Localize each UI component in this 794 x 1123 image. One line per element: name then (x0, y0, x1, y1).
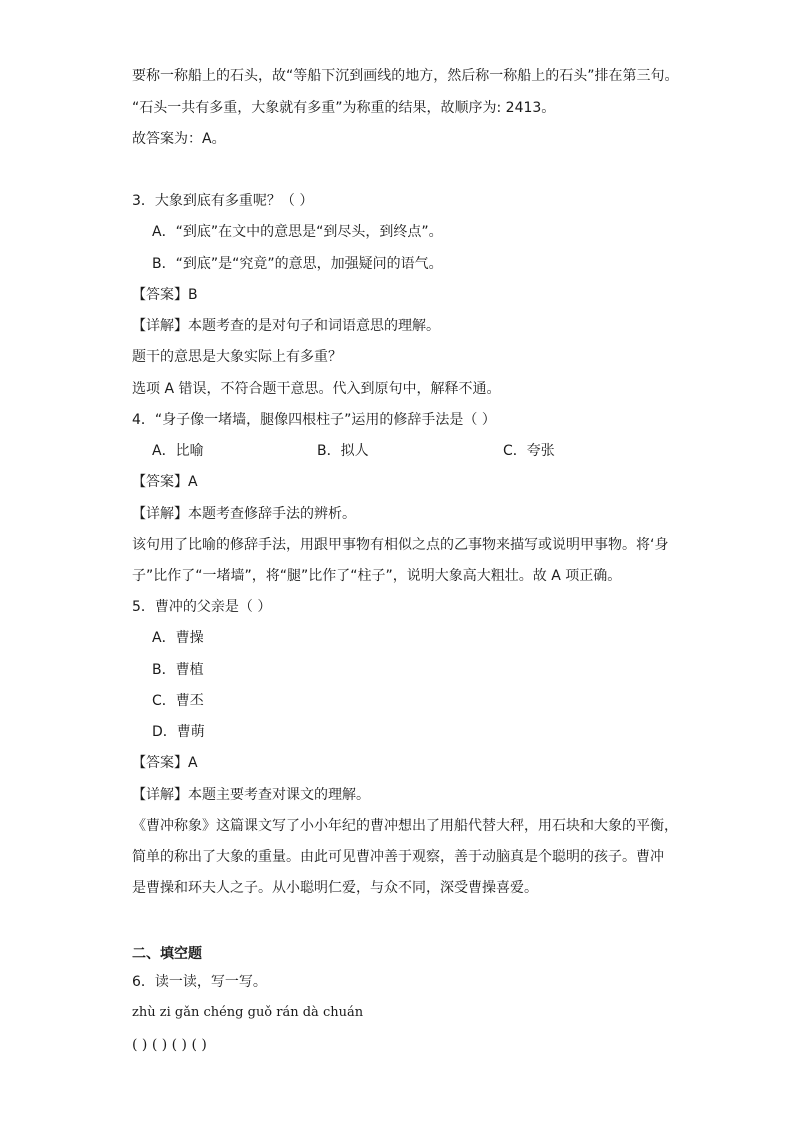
explanation: 简单的称出了大象的重量。由此可见曹冲善于观察，善于动脑真是个聪明的孩子。曹冲 (132, 849, 664, 865)
answer: 【答案】B (132, 287, 198, 303)
option-a: A．比喻 (152, 443, 204, 459)
option-b: B．拟人 (317, 443, 369, 459)
option-d: D．曹萌 (152, 724, 205, 740)
question-3: 3．大象到底有多重呢？（ ） (132, 193, 314, 209)
option-a: A．“到底”在文中的意思是“到尽头，到终点”。 (152, 224, 443, 240)
answer: 【答案】A (132, 755, 198, 771)
option-b: B．“到底”是“究竟”的意思，加强疑问的语气。 (152, 256, 443, 272)
explanation: 【详解】本题考查的是对句子和词语意思的理解。 (132, 318, 440, 334)
explanation: 是曹操和环夫人之子。从小聪明仁爱，与众不同，深受曹操喜爱。 (132, 880, 538, 896)
explanation: 选项 A 错误，不符合题干意思。代入到原句中，解释不通。 (132, 381, 501, 397)
explanation: 子”比作了“一堵墙”，将“腿”比作了“柱子”，说明大象高大粗壮。故 A 项正确。 (132, 568, 622, 584)
option-c: C．曹丕 (152, 693, 204, 709)
text-line: 要称一称船上的石头，故“等船下沉到画线的地方，然后称一称船上的石头”排在第三句。 (132, 68, 679, 84)
text-line: “石头一共有多重，大象就有多重”为称重的结果，故顺序为: 2413。 (132, 100, 556, 116)
option-b: B．曹植 (152, 662, 204, 678)
answer-blanks: ( ) ( ) ( ) ( ) (132, 1037, 207, 1053)
question-5: 5．曹冲的父亲是（ ） (132, 599, 272, 615)
option-c: C．夸张 (503, 443, 555, 459)
section-heading: 二、填空题 (132, 946, 202, 962)
text-line: 故答案为：A。 (132, 131, 226, 147)
explanation: 【详解】本题考查修辞手法的辨析。 (132, 506, 356, 522)
question-4: 4．“身子像一堵墙，腿像四根柱子”运用的修辞手法是（ ） (132, 412, 496, 428)
pinyin-row: zhù zi gǎn chéng guǒ rán dà chuán (132, 1005, 364, 1020)
question-6: 6．读一读，写一写。 (132, 974, 267, 990)
option-a: A．曹操 (152, 630, 204, 646)
explanation: 该句用了比喻的修辞手法，用跟甲事物有相似之点的乙事物来描写或说明甲事物。将‘身 (132, 537, 669, 553)
explanation: 【详解】本题主要考查对课文的理解。 (132, 787, 370, 803)
explanation: 题干的意思是大象实际上有多重？ (132, 349, 342, 365)
answer: 【答案】A (132, 474, 198, 490)
explanation: 《曹冲称象》这篇课文写了小小年纪的曹冲想出了用船代替大秤，用石块和大象的平衡， (132, 818, 678, 834)
